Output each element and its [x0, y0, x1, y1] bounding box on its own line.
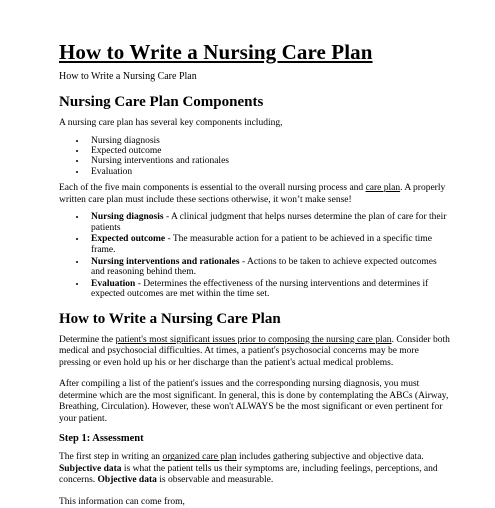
list-item: • Evaluation - Determines the effectiveness of the nursing interventions and determines if expected outcomes are met within the time set.: [87, 279, 450, 300]
components-detail-list: [59, 212, 450, 300]
list-item: • Nursing interventions and rationales: [87, 156, 450, 166]
how-to-paragraph-1: Determine the patient's most significant issues prior to composing the nursing care plan. Consider both medical and psychosocial difficulties. At times, a patient's psychosocial concerns may be more pressing or even hold up his or her discharge than the patient's actual medical problems.: [59, 334, 450, 368]
step-1-paragraph: The first step in writing an organized care plan includes gathering subjective and objective data. Subjective data is what the patient tells us their symptoms are, including feelings, perceptions, and concerns. Objective data is observable and measurable.: [59, 452, 438, 486]
organized-care-plan-link[interactable]: organized care plan: [162, 452, 237, 463]
page-title: How to Write a Nursing Care Plan: [59, 40, 373, 64]
list-item: • Nursing diagnosis: [87, 136, 450, 146]
step-1-closing: This information can come from,: [59, 496, 185, 507]
section-heading-components: Nursing Care Plan Components: [59, 94, 264, 110]
components-intro: A nursing care plan has several key components including,: [59, 118, 283, 128]
how-to-paragraph-2: After compiling a list of the patient's issues and the corresponding nursing diagnosis, you must determine which are the most significant. In general, this is done by contemplating the ABCs (Airway, Breathing, Circulation). However, these won't ALWAYS be the most significant or even pertinent for your patient.: [59, 379, 449, 424]
list-item: • Nursing interventions and rationales - Actions to be taken to achieve expected outcomes and reasoning behind them.: [87, 257, 450, 278]
list-item: • Evaluation: [87, 167, 450, 177]
list-item: • Expected outcome: [87, 146, 450, 156]
page-subtitle: How to Write a Nursing Care Plan: [59, 71, 197, 82]
step-1-heading: Step 1: Assessment: [59, 433, 144, 445]
care-plan-link[interactable]: care plan: [365, 183, 401, 194]
list-item: • Nursing diagnosis - A clinical judgment that helps nurses determine the plan of care for their patients: [87, 212, 450, 233]
significant-issues-link[interactable]: patient's most significant issues prior to composing the nursing care plan: [115, 334, 392, 345]
section-heading-how-to: How to Write a Nursing Care Plan: [59, 310, 281, 327]
list-item: • Expected outcome - The measurable action for a patient to be achieved in a specific time frame.: [87, 234, 450, 255]
components-paragraph: Each of the five main components is essential to the overall nursing process and care plan. A properly written care plan must include these sections otherwise, it won’t make sense!: [59, 183, 446, 205]
components-list: [59, 136, 450, 178]
